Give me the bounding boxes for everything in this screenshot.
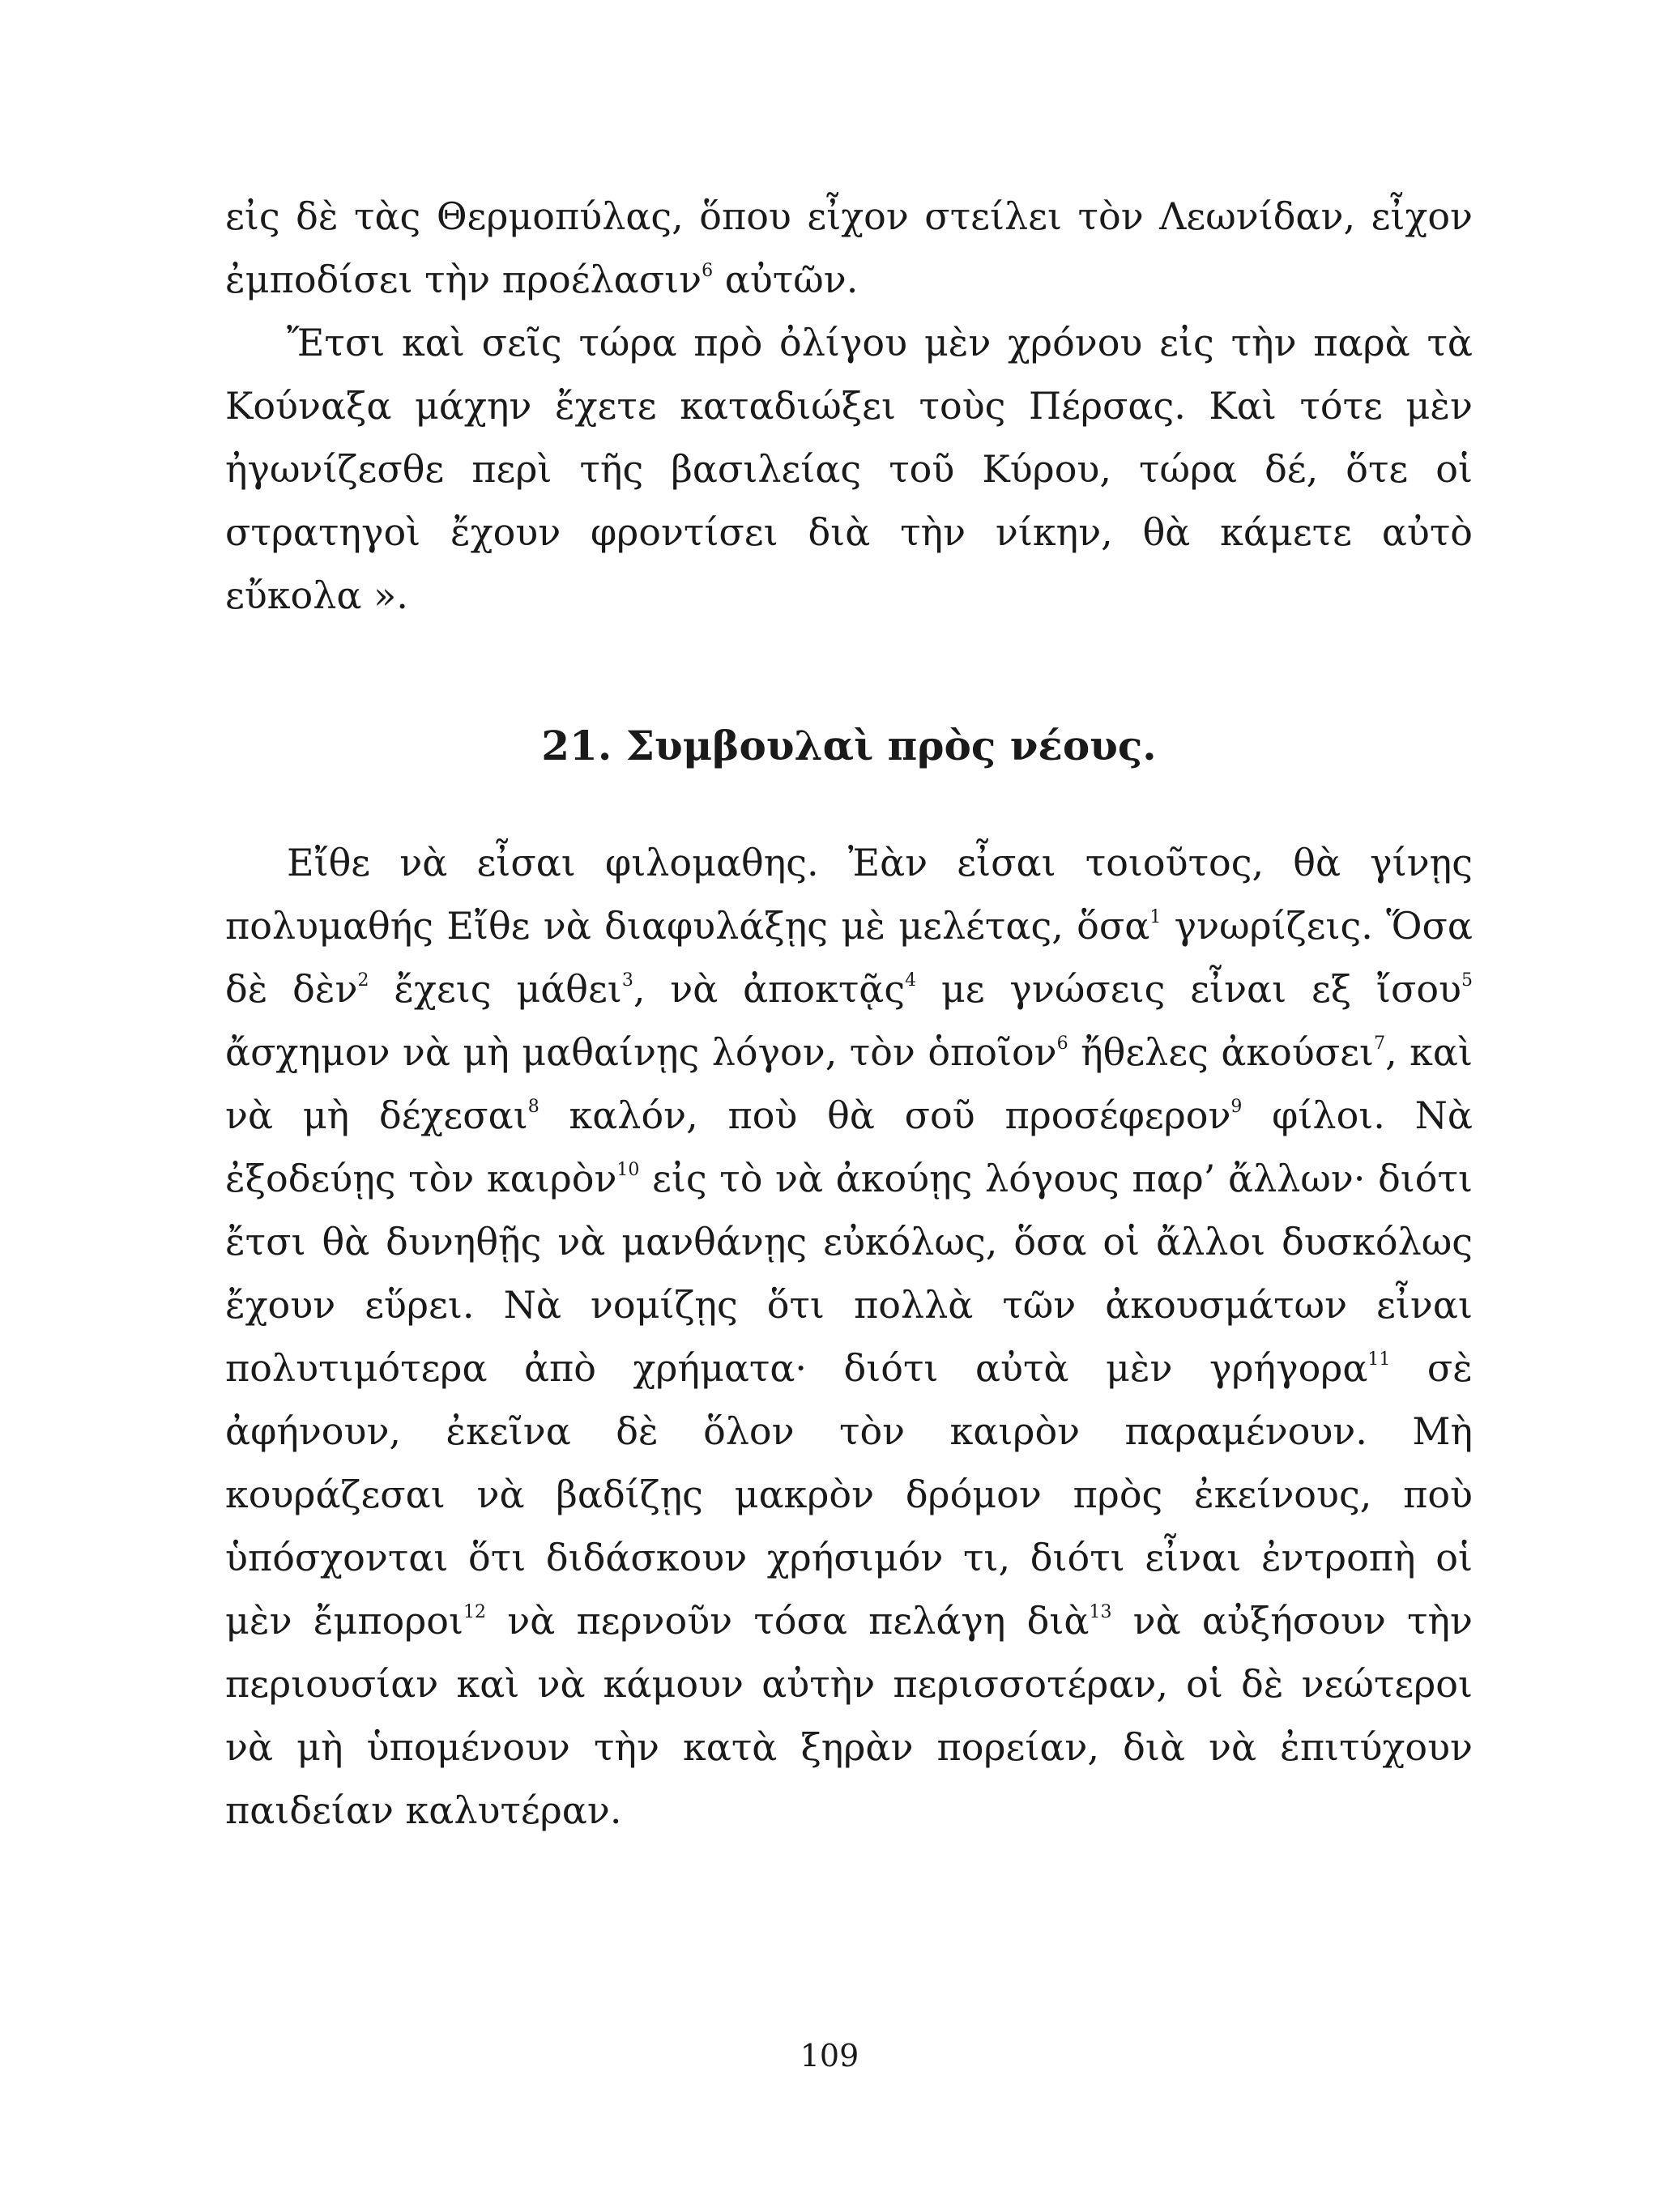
- footnote-marker: 9: [1230, 1096, 1243, 1117]
- text-segment: Ἔτσι καὶ σεῖς τώρα πρὸ ὀλίγου μὲν χρόνου εἰς τὴν παρὰ τὰ Κούναξα μάχην ἔχετε καταδιώξει τοὺς Πέρσας. Καὶ τότε μὲν ἠγωνίζεσθε περὶ τῆς βασιλείας τοῦ Κύρου, τώρα δέ, ὅτε οἱ στρατηγοὶ ἔχουν φροντίσει διὰ τὴν νίκην, θὰ κάμετε αὐτὸ εὔκολα ».: [225, 321, 1473, 617]
- text-segment: , καὶ νὰ μὴ δέχεσαι: [225, 1030, 1473, 1137]
- footnote-marker: 13: [1089, 1601, 1112, 1622]
- page-number: 109: [800, 2038, 859, 2073]
- paragraph-2: [225, 311, 1473, 627]
- text-segment: σὲ ἀφήνουν, ἐκεῖνα δὲ ὅλον τὸν καιρὸν παραμένουν. Μὴ κουράζεσαι νὰ βαδίζῃς μακρὸν δρόμον πρὸς ἐκείνους, ποὺ ὑπόσχονται ὅτι διδάσκουν χρήσιμόν τι, διότι εἶναι ἐντροπὴ οἱ μὲν ἔμποροι: [225, 1346, 1473, 1643]
- page-body: [225, 185, 1473, 1842]
- footnote-marker: 4: [905, 970, 917, 991]
- text-segment: με γνώσεις εἶναι εξ ἴσου: [916, 967, 1462, 1011]
- text-segment: γνωρίζεις. Ὅσα δὲ δὲν: [225, 904, 1473, 1011]
- footnote-marker: 11: [1367, 1349, 1391, 1370]
- section-heading: 21. Συμβουλαὶ πρὸς νέους.: [541, 722, 1157, 769]
- text-segment: εἰς δὲ τὰς Θερμοπύλας, ὅπου εἶχον στείλει τὸν Λεωνίδαν, εἶχον ἐμποδίσει τὴν προέλασιν: [225, 194, 1473, 301]
- footnote-marker: 3: [621, 970, 633, 991]
- footnote-marker: 2: [357, 970, 369, 991]
- footnote-marker: 6: [702, 260, 714, 281]
- text-segment: καλόν, ποὺ θὰ σοῦ προσέφερον: [539, 1093, 1231, 1137]
- footnote-marker: 10: [616, 1159, 640, 1180]
- footnote-marker: 8: [527, 1096, 539, 1117]
- footnote-marker: 7: [1374, 1033, 1386, 1054]
- text-segment: ἤθελες ἀκούσει: [1068, 1030, 1375, 1074]
- paragraph-3: [225, 831, 1473, 1842]
- text-segment: , νὰ ἀποκτᾷς: [633, 967, 906, 1011]
- footnote-marker: 12: [463, 1601, 487, 1622]
- text-segment: νὰ αὐξήσουν τὴν περιουσίαν καὶ νὰ κάμουν αὐτὴν περισσοτέραν, οἱ δὲ νεώτεροι νὰ μὴ ὑπομένουν τὴν κατὰ ξηρὰν πορείαν, διὰ νὰ ἐπιτύχουν παιδείαν καλυτέραν.: [225, 1599, 1473, 1832]
- text-segment: νὰ περνοῦν τόσα πελάγη διὰ: [486, 1599, 1090, 1643]
- text-segment: ἔχεις μάθει: [369, 967, 622, 1011]
- footnote-marker: 1: [1149, 906, 1162, 927]
- text-segment: αὐτῶν.: [713, 258, 859, 301]
- text-segment: εἰς τὸ νὰ ἀκούῃς λόγους παρ’ ἄλλων· διότι ἔτσι θὰ δυνηθῇς νὰ μανθάνῃς εὐκόλως, ὅσα οἱ ἄλλοι δυσκόλως ἔχουν εὕρει. Νὰ νομίζῃς ὅτι πολλὰ τῶν ἀκουσμάτων εἶναι πολυτιμότερα ἀπὸ χρήματα· διότι αὐτὰ μὲν γρήγορα: [225, 1157, 1473, 1390]
- paragraph-1: [225, 185, 1473, 311]
- footnote-marker: 6: [1056, 1033, 1068, 1054]
- text-segment: φίλοι. Νὰ ἐξοδεύῃς τὸν καιρὸν: [225, 1093, 1473, 1200]
- text-segment: ἄσχημον νὰ μὴ μαθαίνῃς λόγον, τὸν ὁποῖον: [225, 1030, 1057, 1074]
- footnote-marker: 5: [1461, 970, 1473, 991]
- text-segment: Εἴθε νὰ εἶσαι φιλομαθης. Ἐὰν εἶσαι τοιοῦτος, θὰ γίνῃς πολυμαθής Εἴθε νὰ διαφυλάξῃς μὲ μελέτας, ὅσα: [225, 841, 1473, 948]
